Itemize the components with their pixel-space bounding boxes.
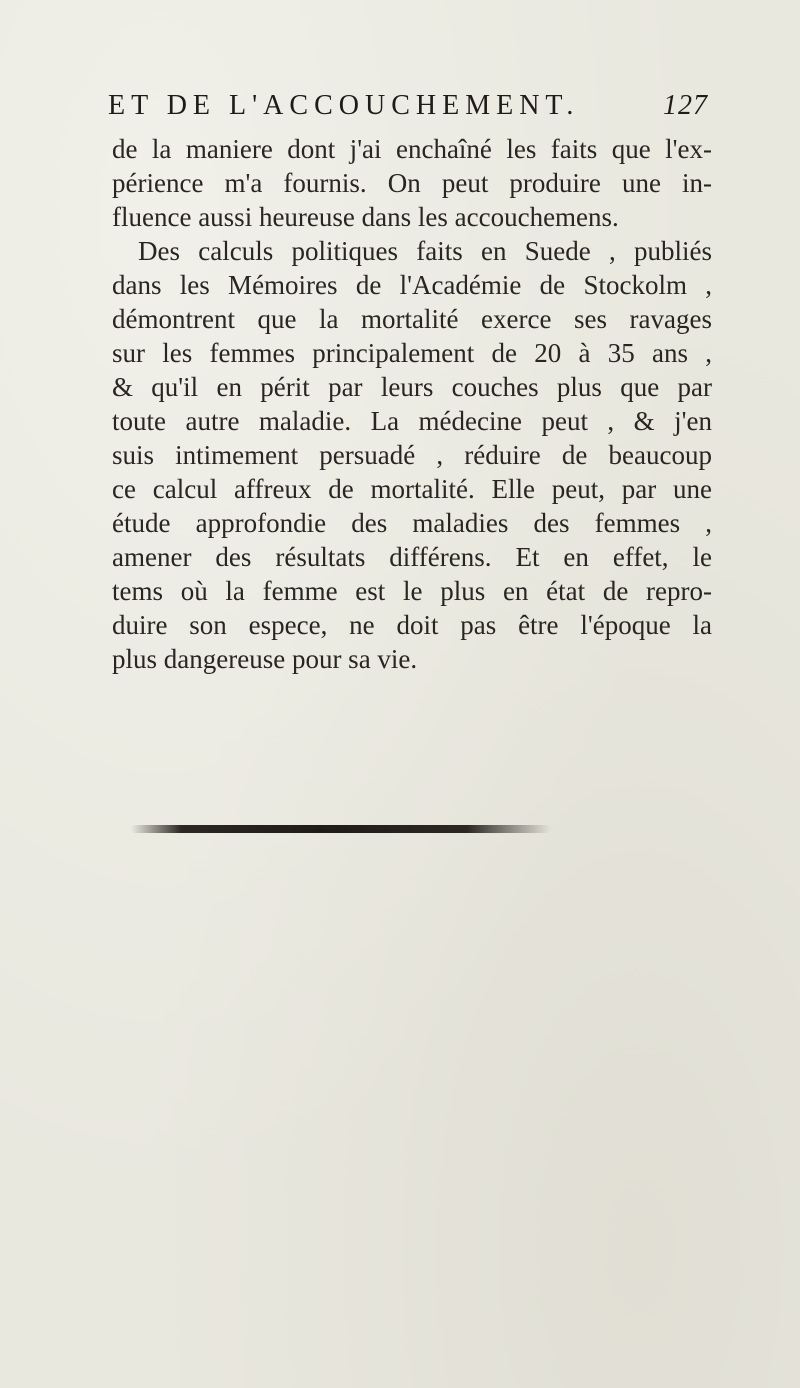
text-line: fluence aussi heureuse dans les accouchemens. — [112, 202, 619, 232]
section-end-rule — [131, 825, 551, 833]
text-line: duire son espece, ne doit pas être l'époque la — [112, 610, 712, 640]
text-line: Des calculs politiques faits en Suede , publiés — [138, 236, 712, 266]
text-line: suis intimement persuadé , réduire de beaucoup — [112, 440, 712, 470]
text-line: démontrent que la mortalité exerce ses ravages — [112, 304, 712, 334]
text-line: dans les Mémoires de l'Académie de Stockolm , — [112, 270, 712, 300]
text-line: sur les femmes principalement de 20 à 35 ans , — [112, 338, 712, 368]
text-line: de la maniere dont j'ai enchaîné les faits que l'ex- — [112, 134, 712, 164]
page-number: 127 — [663, 90, 708, 121]
running-head-title: ET DE L'ACCOUCHEMENT. — [108, 90, 580, 121]
text-line: périence m'a fournis. On peut produire une in- — [112, 168, 712, 198]
text-line: étude approfondie des maladies des femmes , — [112, 508, 712, 538]
body-text — [112, 132, 712, 676]
text-line: & qu'il en périt par leurs couches plus que par — [112, 372, 712, 402]
text-line: plus dangereuse pour sa vie. — [112, 644, 418, 674]
text-line: amener des résultats différens. Et en effet, le — [112, 542, 712, 572]
text-line: tems où la femme est le plus en état de repro- — [112, 576, 712, 606]
running-head — [108, 90, 708, 130]
text-line: ce calcul affreux de mortalité. Elle peut, par une — [112, 474, 712, 504]
text-line: toute autre maladie. La médecine peut , & j'en — [112, 406, 712, 436]
